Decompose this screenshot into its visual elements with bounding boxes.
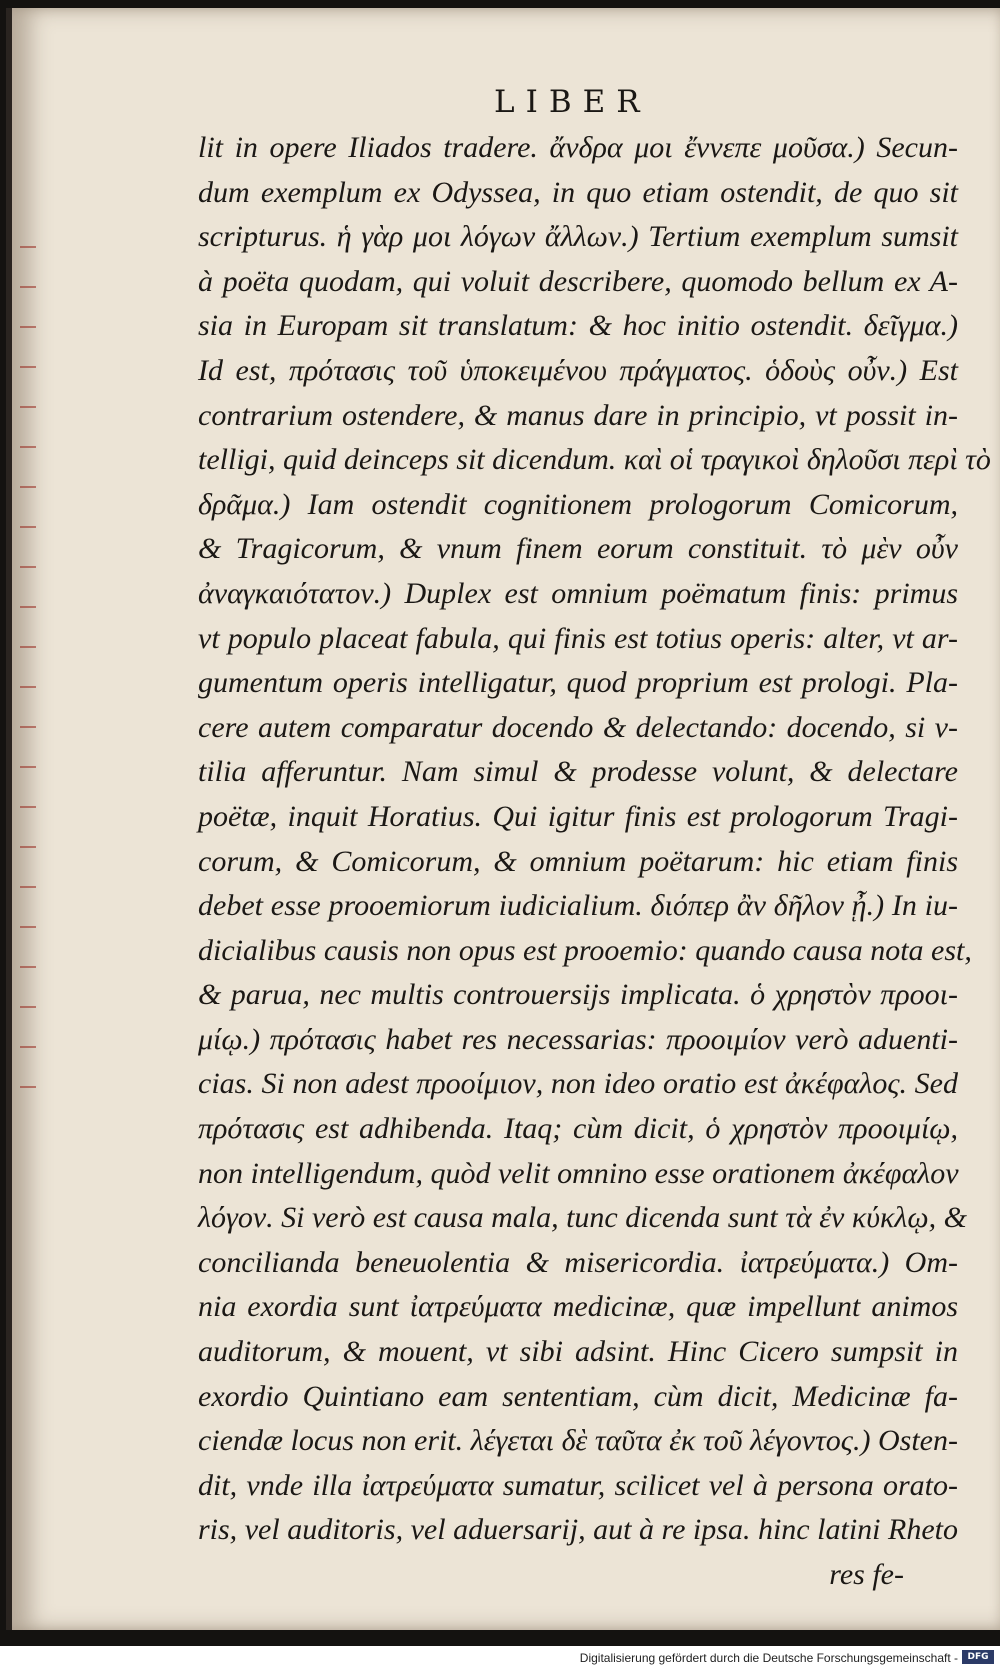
text-line: debet esse prooemiorum iudicialium. διόπερ ἂν δῆλον ᾖ.) In iu- [198,889,958,923]
footer [0,1646,1000,1670]
text-line: tilia afferuntur. Nam simul & prodesse volunt, & delectare [198,755,958,789]
dfg-logo: DFG [962,1650,994,1664]
text-line: sia in Europam sit translatum: & hoc initio ostendit. δεῖγμα.) [198,309,958,343]
text-line: λόγον. Si verò est causa mala, tunc dicenda sunt τὰ ἐν κύκλῳ, & [198,1201,967,1235]
text-line: nia exordia sunt ἰατρεύματα medicinæ, quæ impellunt animos [198,1290,958,1324]
text-line: contrarium ostendere, & manus dare in principio, vt possit in- [198,398,958,432]
text-line: cias. Si non adest προοίμιον, non ideo oratio est ἀκέφαλος. Sed [198,1067,958,1101]
catchword: res fe- [829,1558,904,1591]
text-line: gumentum operis intelligatur, quod proprium est prologi. Pla- [198,666,958,700]
text-line: δρᾶμα.) Iam ostendit cognitionem prologorum Comicorum, [198,487,958,521]
text-line: scripturus. ἡ γὰρ μοι λόγων ἄλλων.) Tertium exemplum sumsit [198,220,958,254]
text-line: telligi, quid deinceps sit dicendum. καὶ οἱ τραγικοὶ δηλοῦσι περὶ τὸ [198,443,991,477]
text-line: Id est, πρότασις τοῦ ὑποκειμένου πράγματος. ὁδοὺς οὖν.) Est [198,353,958,387]
gutter-shadow [20,208,36,1108]
footer-credit: Digitalisierung gefördert durch die Deutsche Forschungsgemeinschaft - [579,1651,958,1665]
text-line: dit, vnde illa ἰατρεύματα sumatur, scilicet vel à persona orato- [198,1468,958,1502]
text-line: à poëta quodam, qui voluit describere, quomodo bellum ex A- [198,264,958,298]
text-line: cere autem comparatur docendo & delectando: docendo, si v- [198,710,958,744]
text-line: concilianda beneuolentia & misericordia. ἰατρεύματα.) Om- [198,1245,958,1279]
text-line: dum exemplum ex Odyssea, in quo etiam ostendit, de quo sit [198,175,958,209]
text-line: μίῳ.) πρότασις habet res necessarias: προοιμίον verò aduenti- [198,1022,958,1056]
text-line: non intelligendum, quòd velit omnino esse orationem ἀκέφαλον [198,1156,959,1190]
text-line: ἀναγκαιότατον.) Duplex est omnium poëmatum finis: primus [198,576,958,610]
body-text [198,126,991,1598]
text-line: vt populo placeat fabula, qui finis est totius operis: alter, vt ar- [198,621,958,655]
text-line: corum, & Comicorum, & omnium poëtarum: hic etiam finis [198,844,958,878]
text-line: & Tragicorum, & vnum finem eorum constituit. τὸ μὲν οὖν [198,532,958,566]
text-line: exordio Quintiano eam sententiam, cùm dicit, Medicinæ fa- [198,1379,958,1413]
text-line: & parua, nec multis controuersijs implicata. ὁ χρηστὸν προοι- [198,978,958,1012]
text-line: πρότασις est adhibenda. Itaq; cùm dicit, ὁ χρηστὸν προοιμίῳ, [198,1112,958,1146]
text-line: ciendæ locus non erit. λέγεται δὲ ταῦτα ἐκ τοῦ λέγοντος.) Osten- [198,1424,958,1458]
running-head: LIBER [494,84,651,120]
text-line: dicialibus causis non opus est prooemio: quando causa nota est, [198,933,972,967]
text-line: auditorum, & mouent, vt sibi adsint. Hinc Cicero sumpsit in [198,1335,958,1369]
text-line: lit in opere Iliados tradere. ἄνδρα μοι ἔννεπε μοῦσα.) Secun- [198,131,958,164]
text-line: ris, vel auditoris, vel aduersarij, aut à re ipsa. hinc latini Rheto [198,1513,958,1547]
text-line: poëtæ, inquit Horatius. Qui igitur finis est prologorum Tragi- [198,799,958,833]
